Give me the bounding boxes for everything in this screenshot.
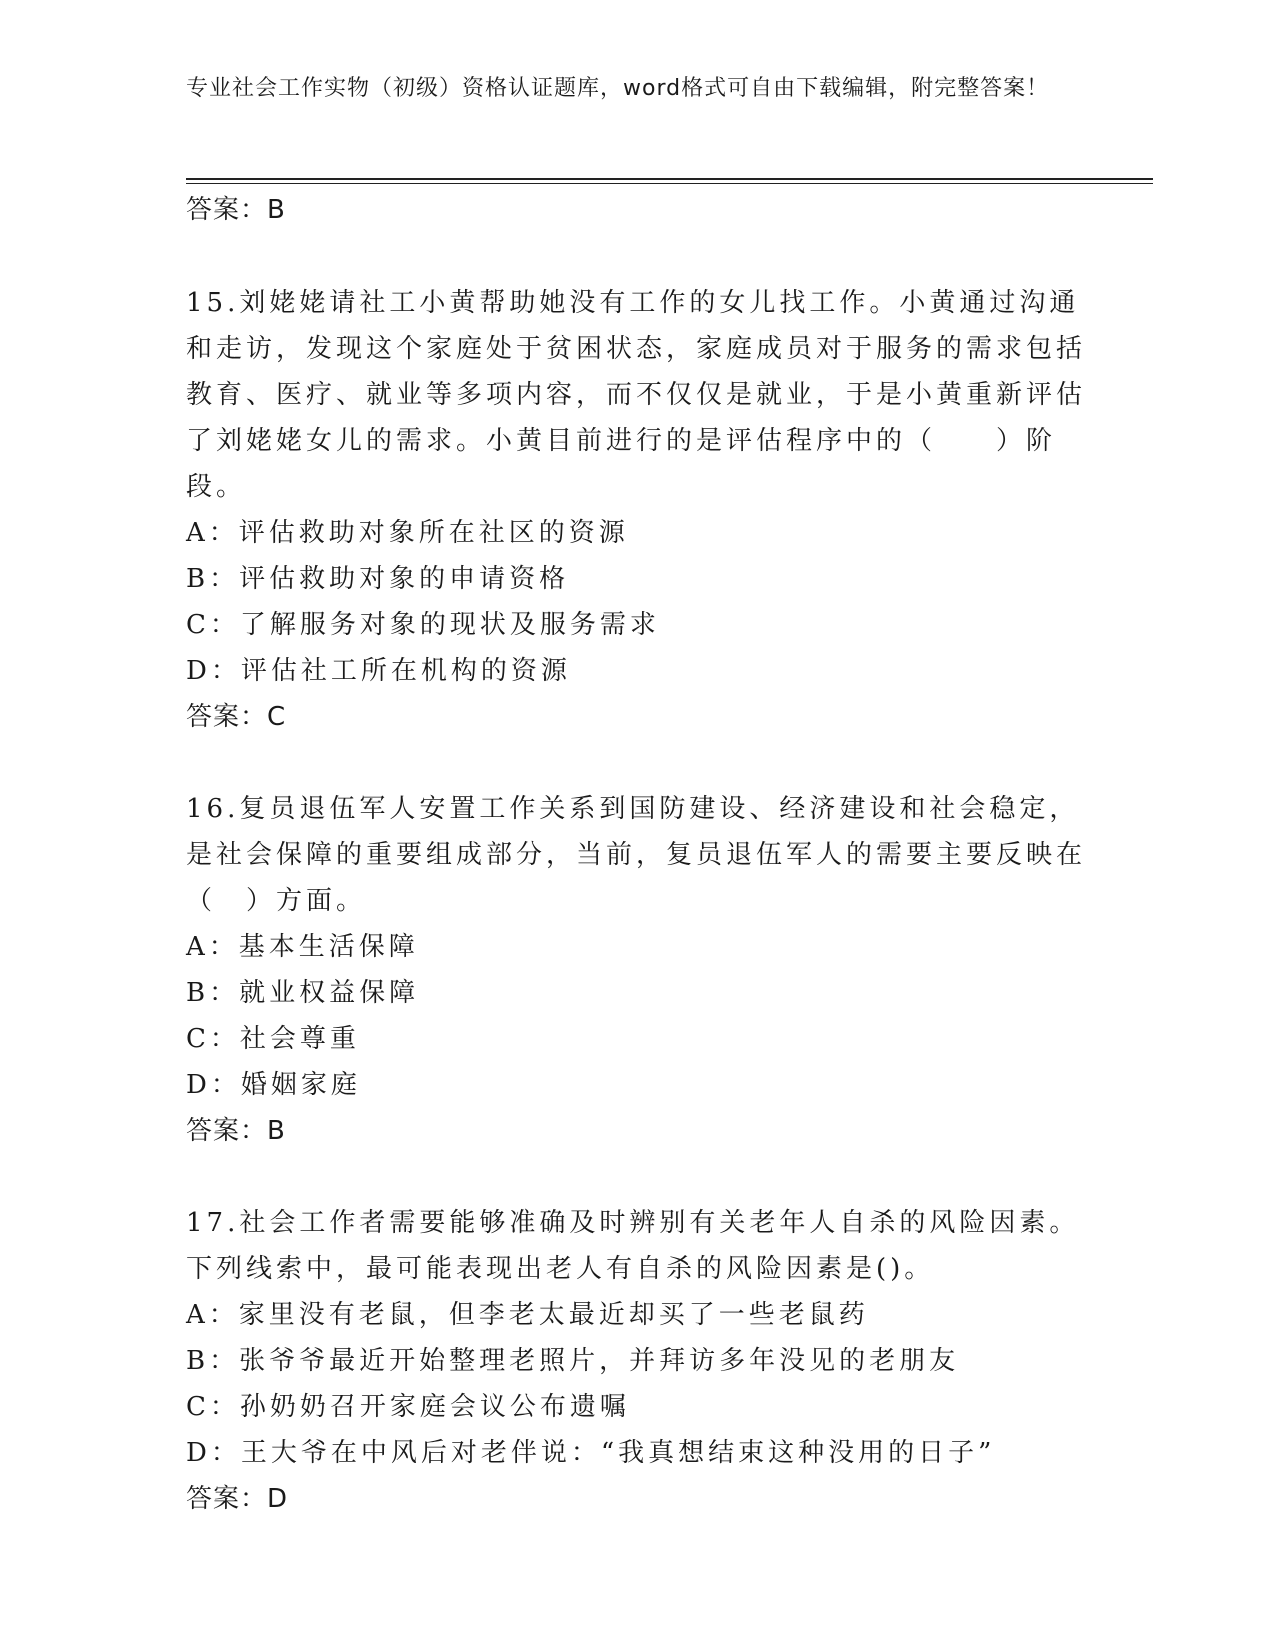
option-d: D：婚姻家庭 [186, 1070, 361, 1100]
option-b: B：张爷爷最近开始整理老照片，并拜访多年没见的老朋友 [186, 1346, 960, 1376]
question-text: 16.复员退伍军人安置工作关系到国防建设、经济建设和社会稳定，是社会保障的重要组成部分，当前，复员退伍军人的需要主要反映在（ ）方面。 [186, 794, 1087, 916]
option-c: C：社会尊重 [186, 1024, 360, 1054]
question-text: 15.刘姥姥请社工小黄帮助她没有工作的女儿找工作。小黄通过沟通和走访，发现这个家庭处于贫困状态，家庭成员对于服务的需求包括教育、医疗、就业等多项内容，而不仅仅是就业，于是小黄重新评估了刘姥姥女儿的需求。小黄目前进行的是评估程序中的（ ）阶段。 [186, 288, 1087, 502]
header-rule [186, 178, 1153, 180]
option-a: A：评估救助对象所在社区的资源 [186, 518, 629, 548]
option-d: D：王大爷在中风后对老伴说：“我真想结束这种没用的日子” [186, 1438, 996, 1468]
option-a: A：基本生活保障 [186, 932, 419, 962]
option-c: C：孙奶奶召开家庭会议公布遗嘱 [186, 1392, 630, 1422]
option-d: D：评估社工所在机构的资源 [186, 656, 571, 686]
question-list [186, 187, 1086, 1522]
answer-line: 答案：C [186, 702, 287, 732]
document-header: 专业社会工作实物（初级）资格认证题库，word格式可自由下载编辑，附完整答案！ [186, 76, 1050, 101]
header-rule-thin [186, 183, 1153, 184]
option-a: A：家里没有老鼠，但李老太最近却买了一些老鼠药 [186, 1300, 869, 1330]
answer-line: 答案：B [186, 1116, 286, 1146]
answer-line: 答案：B [186, 195, 286, 225]
option-c: C：了解服务对象的现状及服务需求 [186, 610, 660, 640]
answer-line: 答案：D [186, 1484, 289, 1514]
option-b: B：就业权益保障 [186, 978, 420, 1008]
question-block [186, 280, 1086, 740]
question-block [186, 1200, 1086, 1522]
option-b: B：评估救助对象的申请资格 [186, 564, 570, 594]
question-block [186, 786, 1086, 1154]
question-text: 17.社会工作者需要能够准确及时辨别有关老年人自杀的风险因素。下列线索中，最可能表现出老人有自杀的风险因素是()。 [186, 1208, 1080, 1284]
